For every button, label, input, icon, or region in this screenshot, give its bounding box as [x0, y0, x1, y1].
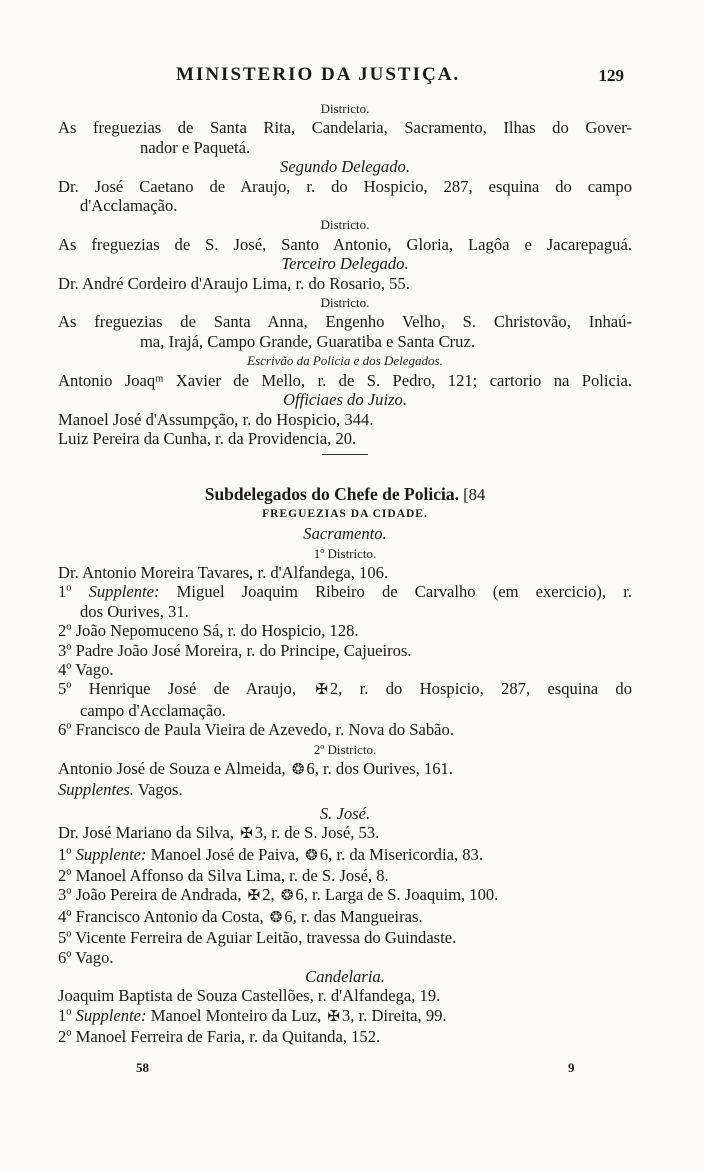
entry-text: Antonio José de Souza e Almeida, — [58, 759, 286, 778]
entry-line: Dr. André Cordeiro d'Araujo Lima, r. do Rosario, 55. — [58, 273, 410, 293]
entry-text: 2, — [262, 885, 275, 905]
parish-heading: S. José. — [319, 803, 371, 823]
cross-icon: ✠ — [247, 888, 261, 905]
entry-line: 6º Vago. — [58, 947, 114, 967]
entry-text: Vagos. — [137, 780, 183, 800]
entry-line: dos Ourives, 31. — [80, 601, 189, 621]
signature-mark-right: 9 — [568, 1060, 575, 1075]
cross-icon: ✠ — [240, 826, 253, 843]
entry-text: 6, r. das Mangueiras. — [284, 906, 423, 926]
entry-line — [58, 1006, 632, 1027]
medal-icon: ❂ — [280, 888, 294, 905]
section-footnote-ref: [84 — [463, 485, 486, 505]
entry-line — [58, 885, 632, 906]
entry-line: Joaquim Baptista de Souza Castellões, r. d'Alfandega, 19. — [58, 986, 441, 1006]
page-number: 129 — [598, 66, 624, 85]
entry-text: 3, r. de S. José, 53. — [254, 823, 380, 843]
entry-line — [58, 780, 632, 799]
entry-line: Manoel José d'Assumpção, r. do Hospicio, 344. — [58, 409, 374, 429]
medal-icon: ❂ — [291, 762, 305, 778]
entry-line: As freguezias de S. José, Santo Antonio, Gloria, Lagôa e Jacarepaguá. — [58, 234, 632, 254]
entry-line: Dr. Antonio Moreira Tavares, r. d'Alfandega, 106. — [58, 562, 389, 582]
entry-line: nador e Paquetá. — [140, 137, 251, 157]
entry-line: 4º Vago. — [58, 659, 114, 679]
parish-heading: Sacramento. — [303, 524, 387, 544]
entry-line: 6º Francisco de Paula Vieira de Azevedo, r. Nova do Sabão. — [58, 720, 454, 740]
entry-line — [58, 823, 632, 844]
running-header — [0, 64, 704, 92]
ordinal: 1º — [58, 844, 72, 864]
entry-line: 2º João Nepomuceno Sá, r. do Hospicio, 128. — [58, 621, 359, 641]
entry-line — [58, 907, 632, 928]
parish-heading: Candelaria. — [305, 967, 385, 987]
entry-line: 5º Vicente Ferreira de Aguiar Leitão, travessa do Guindaste. — [58, 928, 457, 948]
entry-line: ma, Irajá, Campo Grande, Guaratiba e Santa Cruz. — [140, 331, 475, 351]
entry-text: 2, r. do Hospicio, 287, esquina do — [329, 679, 633, 699]
medal-icon: ❂ — [305, 847, 318, 864]
entry-line: campo d'Acclamação. — [80, 700, 226, 720]
district-heading: Districto. — [320, 101, 370, 116]
entry-text: 6, r. dos Ourives, 161. — [306, 759, 453, 778]
section-subheading: Officiaes do Juizo. — [283, 390, 407, 410]
section-subheading: Terceiro Delegado. — [281, 254, 409, 274]
role-label: Supplente: — [88, 582, 160, 602]
entry-text: Miguel Joaquim Ribeiro de Carvalho (em exercicio), r. — [176, 582, 632, 602]
role-label: Supplente: — [75, 1005, 147, 1025]
section-title-text: Subdelegados do Chefe de Policia. — [204, 484, 459, 505]
entry-line: As freguezias de Santa Rita, Candelaria, Sacramento, Ilhas do Gover- — [58, 118, 632, 138]
entry-text: Manoel Monteiro da Luz, — [150, 1005, 322, 1025]
cross-icon: ✠ — [315, 682, 328, 699]
entry-text: 3, r. Direita, 99. — [341, 1005, 447, 1025]
signature-mark-left: 58 — [136, 1060, 149, 1075]
entry-line: Dr. José Caetano de Araujo, r. do Hospicio, 287, esquina do campo — [58, 176, 632, 196]
entry-text: 4º Francisco Antonio da Costa, — [58, 906, 264, 926]
entry-line: Antonio Joaqᵐ Xavier de Mello, r. de S. Pedro, 121; cartorio na Policia. — [58, 370, 632, 390]
role-label: Supplente: — [75, 844, 147, 864]
section-divider — [322, 454, 368, 455]
section-subheading: Escrivão da Policia e dos Delegados. — [247, 353, 443, 369]
page-body — [58, 99, 632, 1047]
entry-line: 3º Padre João José Moreira, r. do Principe, Cajueiros. — [58, 640, 412, 660]
district-heading: 1º Districto. — [313, 545, 377, 561]
entry-line: As freguezias de Santa Anna, Engenho Velho, S. Christovão, Inhaú- — [58, 312, 632, 332]
ordinal: 1º — [58, 582, 72, 602]
cross-icon: ✠ — [327, 1008, 340, 1025]
district-heading: Districto. — [320, 295, 370, 311]
entry-line: 2º Manoel Ferreira de Faria, r. da Quitanda, 152. — [58, 1027, 381, 1047]
entry-text: 5º Henrique José de Araujo, — [58, 679, 297, 699]
entry-line: d'Acclamação. — [80, 196, 178, 216]
entry-line: 2º Manoel Affonso da Silva Lima, r. de S. José, 8. — [58, 866, 389, 886]
entry-line — [58, 845, 632, 866]
role-label: Supplentes. — [58, 780, 135, 800]
entry-text: Dr. José Mariano da Silva, — [58, 823, 235, 843]
ordinal: 1º — [58, 1005, 72, 1025]
section-subheading: Segundo Delegado. — [280, 157, 410, 177]
entry-text: 6, r. Larga de S. Joaquim, 100. — [295, 885, 499, 905]
subsection-title: FREGUEZIAS DA CIDADE. — [262, 507, 428, 520]
section-title — [58, 485, 632, 504]
entry-line — [58, 582, 632, 601]
page-title: MINISTERIO DA JUSTIÇA. — [176, 64, 461, 85]
entry-line — [58, 759, 632, 780]
entry-text: Manoel José de Paiva, — [150, 844, 300, 864]
district-heading: Districto. — [320, 217, 370, 233]
entry-line — [58, 679, 632, 700]
medal-icon: ❂ — [269, 909, 283, 926]
entry-text: 3º João Pereira de Andrada, — [58, 885, 242, 905]
district-heading: 2º Districto. — [313, 741, 377, 757]
entry-text: 6, r. da Misericordia, 83. — [319, 844, 483, 864]
entry-line: Luiz Pereira da Cunha, r. da Providencia, 20. — [58, 428, 357, 448]
